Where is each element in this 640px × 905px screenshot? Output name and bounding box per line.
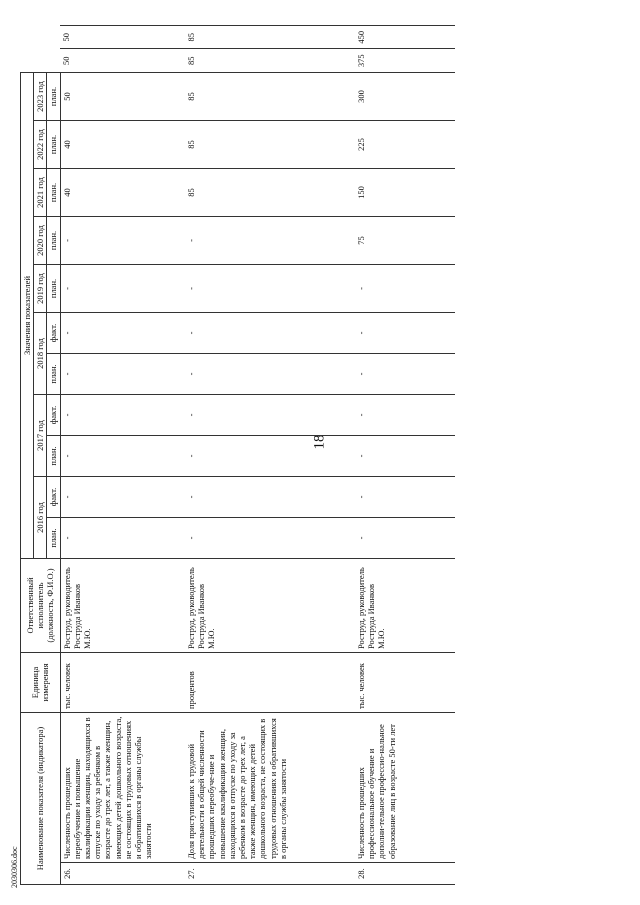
responsible: Роструд, руководитель Роструда Иванков М.Ю. [60,558,185,652]
value-cell: 85 [185,72,355,120]
value-cell: 85 [185,120,355,168]
value-cell: 40 [60,120,185,168]
file-name: 2030306.doc [10,846,19,888]
value-cell: 300 [355,72,455,120]
header-plan: план. [47,517,60,558]
value-cell: - [60,216,185,264]
header-fact: факт. [47,394,60,435]
header-year-2023: 2023 год [34,72,47,120]
value-cell: - [60,353,185,394]
table-row [60,26,185,885]
header-year-2021: 2021 год [34,168,47,216]
value-cell: 85 [185,49,355,72]
page-number: 18 [311,434,328,450]
value-cell: - [355,517,455,558]
header-values-group: Значения показателей [21,72,34,558]
table-row [185,26,355,885]
responsible: Роструд, руководитель Роструда Иванков М.Ю. [355,558,455,652]
value-cell: - [185,394,355,435]
header-unit: Единица измерения [21,652,61,712]
header-plan: план. [47,72,60,120]
indicators-table [20,25,455,885]
indicator-name: Численность прошедших профессиональное обучение и дополни-тельное профессио-нальное образование лиц в возрасте 50-ти лет [355,712,455,862]
unit: тыс. человек [60,652,185,712]
responsible: Роструд, руководитель Роструда Иванков М.Ю. [185,558,355,652]
row-number: 27. [185,863,355,885]
value-cell: - [355,353,455,394]
value-cell: 85 [185,26,355,49]
unit: процентов [185,652,355,712]
unit: тыс. человек [355,652,455,712]
value-cell: - [185,216,355,264]
value-cell: 375 [355,49,455,72]
header-responsible: Ответственный исполнитель (должность, Ф.И.О.) [21,558,61,652]
value-cell: - [355,312,455,353]
header-year-2017: 2017 год [34,394,47,476]
header-plan: план. [47,353,60,394]
value-cell: - [60,517,185,558]
value-cell: - [185,353,355,394]
value-cell: - [185,312,355,353]
value-cell: - [185,476,355,517]
table-row [355,26,455,885]
value-cell: - [355,476,455,517]
value-cell: - [60,312,185,353]
header-year-2018: 2018 год [34,312,47,394]
row-number: 26. [60,863,185,885]
header-plan: план. [47,264,60,312]
header-indicator-name: Наименование показателя (индикатора) [21,712,61,884]
value-cell: 50 [60,72,185,120]
header-year-2020: 2020 год [34,216,47,264]
value-cell: 50 [60,26,185,49]
value-cell: - [60,435,185,476]
value-cell: 85 [185,168,355,216]
indicators-table-rotated [20,25,455,885]
value-cell: 40 [60,168,185,216]
value-cell: - [355,264,455,312]
header-plan: план. [47,216,60,264]
header-year-2019: 2019 год [34,264,47,312]
value-cell: 225 [355,120,455,168]
value-cell: - [60,394,185,435]
value-cell: - [60,476,185,517]
header-plan: план. [47,120,60,168]
header-plan: план. [47,168,60,216]
value-cell: - [355,394,455,435]
value-cell: - [60,264,185,312]
value-cell: 75 [355,216,455,264]
header-fact: факт. [47,312,60,353]
header-plan: план. [47,435,60,476]
header-fact: факт. [47,476,60,517]
value-cell: 450 [355,26,455,49]
indicator-name: Доля приступивших к трудовой деятельности в общей численности прошедших переобуче-ние и повышение квалификации женщин, находящихся в отпуске по уходу за ребенком в возрасте до трех лет, а также женщин, имеющих детей дошкольного возраста, не состоящих в трудовых отношениях и обратившихся в органы службы занятости [185,712,355,862]
value-cell: 50 [60,49,185,72]
header-year-2022: 2022 год [34,120,47,168]
value-cell: - [185,517,355,558]
indicator-name: Численность прошедших переобучение и повышение квалификации женщин, находящихся в отпуске по уходу за ребенком в возрасте до трех лет, а также женщин, имеющих детей дошкольного возраста, не состоящих в трудовых отношениях и обратившихся в органы службы занятости [60,712,185,862]
header-year-2016: 2016 год [34,476,47,558]
row-number: 28. [355,863,455,885]
value-cell: - [185,264,355,312]
value-cell: 150 [355,168,455,216]
value-cell: - [355,435,455,476]
value-cell: - [185,435,355,476]
